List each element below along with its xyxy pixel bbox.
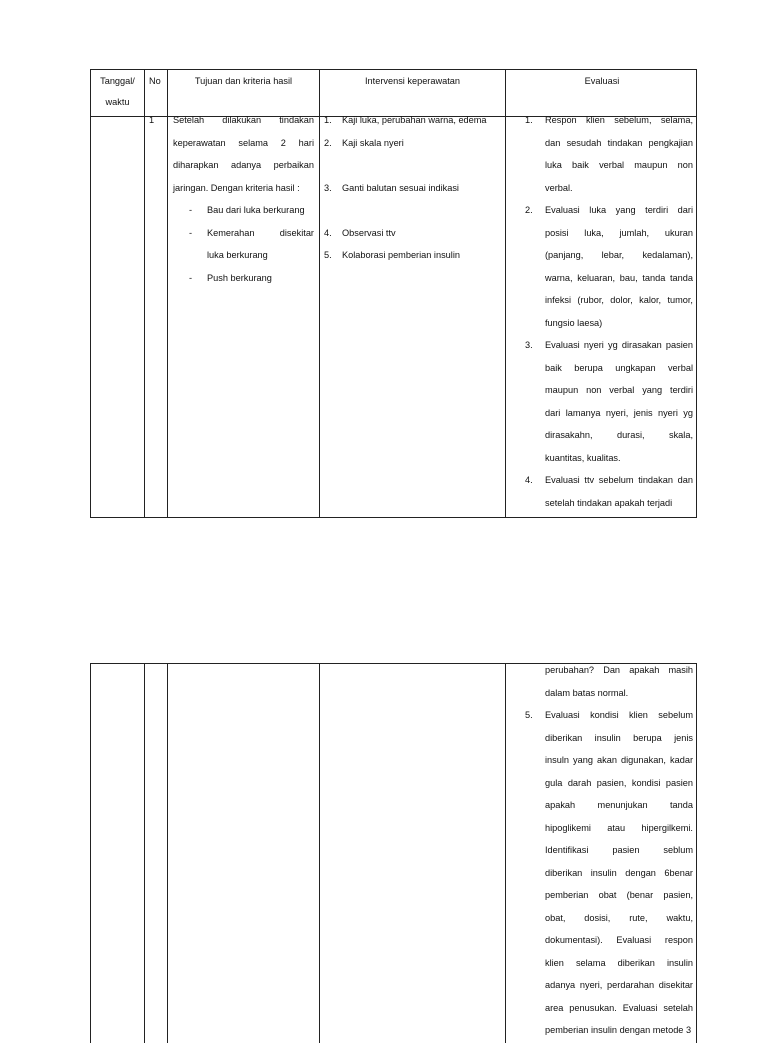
- evaluation-text-line: posisi luka, jumlah, ukuran: [545, 227, 693, 238]
- intervention-number: 2.: [324, 137, 332, 148]
- evaluation-text-line: Evaluasi nyeri yg dirasakan pasien: [545, 340, 693, 350]
- evaluation-text-line: Evaluasi luka yang terdiri dari: [545, 205, 693, 215]
- evaluation-text-line: diberikan insulin dengan 6benar: [545, 867, 693, 878]
- evaluation-text-line: verbal.: [545, 182, 573, 193]
- evaluation-text-line: dirasakahn, durasi, skala,: [545, 430, 693, 440]
- criteria-text: luka berkurang: [207, 250, 268, 260]
- evaluation-text-line: warna, keluaran, bau, tanda tanda: [545, 272, 693, 283]
- column-divider: [319, 664, 320, 1043]
- care-plan-table-page2: [90, 663, 697, 1043]
- header-evaluation: Evaluasi: [584, 76, 620, 86]
- intervention-number: 4.: [324, 227, 332, 238]
- column-divider: [144, 664, 145, 1043]
- column-divider: [144, 70, 145, 517]
- header-interventions: Intervensi keperawatan: [365, 76, 460, 86]
- goals-text-line: jaringan. Dengan kriteria hasil :: [173, 182, 300, 193]
- evaluation-text-line: setelah tindakan apakah terjadi: [545, 497, 673, 508]
- goals-text-line: keperawatan selama 2 hari: [173, 137, 314, 148]
- evaluation-text-line: Evaluasi kondisi klien sebelum: [545, 710, 693, 720]
- evaluation-text-line: klien selama diberikan insulin: [545, 957, 693, 968]
- evaluation-text-line: dalam batas normal.: [545, 687, 629, 698]
- care-plan-table-page1: [90, 69, 697, 518]
- header-date-line2: waktu: [105, 97, 130, 107]
- header-no: No: [149, 76, 161, 86]
- evaluation-text-line: adanya nyeri, perdarahan disekitar: [545, 980, 693, 990]
- evaluation-text-line: gula darah pasien, kondisi pasien: [545, 777, 693, 788]
- evaluation-text-line: pemberian obat (benar pasien,: [545, 890, 693, 900]
- criteria-bullet: -: [189, 205, 193, 215]
- evaluation-text-line: dan sesudah tindakan pengkajian: [545, 137, 693, 148]
- column-divider: [505, 664, 506, 1043]
- column-divider: [505, 70, 506, 517]
- evaluation-text-line: apakah menunjukan tanda: [545, 800, 693, 810]
- evaluation-text-line: Identifikasi pasien seblum: [545, 845, 693, 855]
- evaluation-text-line: dokumentasi). Evaluasi respon: [545, 935, 693, 945]
- evaluation-text-line: infeksi (rubor, dolor, kalor, tumor,: [545, 295, 693, 305]
- intervention-number: 1.: [324, 115, 332, 125]
- evaluation-number: 3.: [525, 340, 533, 350]
- goals-text-line: diharapkan adanya perbaikan: [173, 160, 314, 170]
- evaluation-number: 2.: [525, 205, 533, 215]
- evaluation-text-line: diberikan insulin berupa jenis: [545, 732, 693, 743]
- evaluation-text-line: (panjang, lebar, kedalaman),: [545, 250, 693, 260]
- evaluation-number: 5.: [525, 710, 533, 720]
- evaluation-text-line: obat, dosisi, rute, waktu,: [545, 912, 693, 923]
- criteria-bullet: -: [189, 227, 193, 238]
- header-date-line1: Tanggal/: [100, 76, 135, 86]
- header-date: [91, 70, 144, 112]
- evaluation-text-line: baik berupa ungkapan verbal: [545, 362, 693, 373]
- evaluation-text-line: luka baik verbal maupun non: [545, 160, 693, 170]
- evaluation-number: 1.: [525, 115, 533, 125]
- evaluation-text-line: Evaluasi ttv sebelum tindakan dan: [545, 475, 693, 485]
- intervention-number: 5.: [324, 250, 332, 260]
- evaluation-text-line: Respon klien sebelum, selama,: [545, 115, 693, 125]
- evaluation-text-line: pemberian insulin dengan metode 3: [545, 1025, 692, 1035]
- evaluation-text-line: maupun non verbal yang terdiri: [545, 385, 693, 395]
- evaluation-text-line: fungsio laesa): [545, 317, 603, 328]
- intervention-item: Kaji luka, perubahan warna, edema: [342, 115, 487, 125]
- intervention-number: 3.: [324, 182, 332, 193]
- evaluation-text-line: kuantitas, kualitas.: [545, 452, 621, 463]
- criteria-text: Kemerahan disekitar: [207, 227, 314, 238]
- goals-text-line: Setelah dilakukan tindakan: [173, 115, 314, 125]
- criteria-text: Bau dari luka berkurang: [207, 205, 305, 215]
- evaluation-text-line: hipoglikemi atau hipergilkemi.: [545, 822, 693, 833]
- row-number: 1: [149, 115, 155, 125]
- header-goals: Tujuan dan kriteria hasil: [194, 76, 293, 86]
- evaluation-text-line: dari lamanya nyeri, jenis nyeri yg: [545, 407, 693, 418]
- criteria-text: Push berkurang: [207, 272, 272, 283]
- column-divider: [167, 70, 168, 517]
- criteria-bullet: -: [189, 272, 193, 283]
- evaluation-text-line: area penusukan. Evaluasi setelah: [545, 1002, 693, 1013]
- intervention-item: Ganti balutan sesuai indikasi: [342, 182, 459, 193]
- intervention-item: Observasi ttv: [342, 227, 396, 238]
- column-divider: [319, 70, 320, 517]
- evaluation-number: 4.: [525, 475, 533, 485]
- intervention-item: Kolaborasi pemberian insulin: [342, 250, 460, 260]
- intervention-item: Kaji skala nyeri: [342, 137, 404, 148]
- evaluation-text-line: insuln yang akan digunakan, kadar: [545, 755, 693, 765]
- column-divider: [167, 664, 168, 1043]
- evaluation-text-line: perubahan? Dan apakah masih: [545, 665, 693, 675]
